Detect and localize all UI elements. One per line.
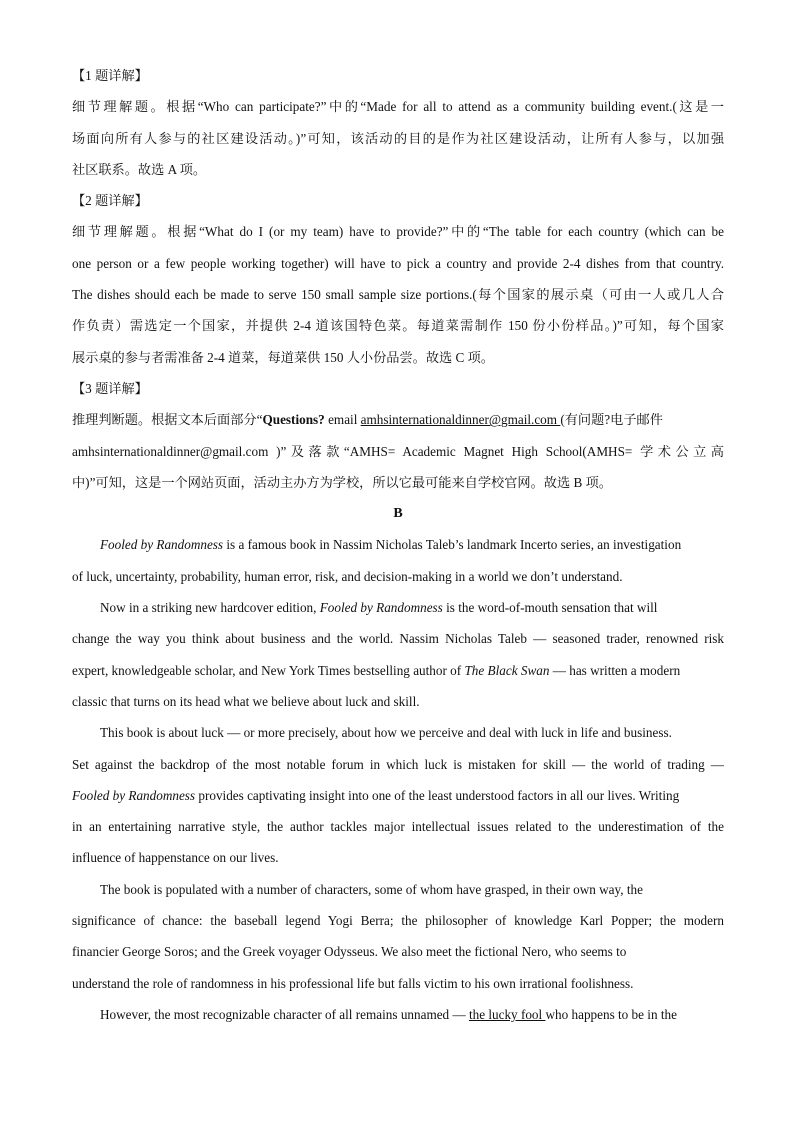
p2-line-4: classic that turns on its head what we believe about luck and skill.: [72, 693, 420, 709]
black-swan-title: The Black Swan: [464, 662, 550, 678]
q1-line-3: 社区联系。故选 A 项。: [72, 161, 207, 177]
questions-label: Questions?: [262, 412, 325, 428]
p2-line-3: [72, 655, 724, 686]
book-title: Fooled by Randomness: [100, 537, 224, 553]
p2-line-1-pre: Now in a striking new hardcover edition,: [100, 600, 320, 616]
p2-line-3-pre: expert, knowledgeable scholar, and New York Times bestselling author of: [72, 662, 465, 678]
q3-line-2: amhsinternationaldinner@gmail.com )”及落款“AMHS= Academic Magnet High School(AMHS= 学术公立高: [72, 443, 724, 459]
q3-line-1-end: (有问题?电子邮件: [560, 412, 663, 428]
p4-line-4: understand the role of randomness in his professional life but falls victim to his own irrational foolishness.: [72, 975, 634, 991]
q3-line-3: 中)”可知，这是一个网站页面，活动主办方为学校，所以它最可能来自学校官网。故选 B 项。: [72, 474, 612, 490]
q3-heading: 【3 题详解】: [72, 380, 148, 396]
q1-line-1: 细节理解题。根据“Who can participate?”中的“Made for all to attend as a community building event.(这是一: [72, 99, 724, 115]
p1-line-1-text: is a famous book in Nassim Nicholas Taleb’s landmark Incerto series, an investigation: [223, 537, 682, 553]
lucky-fool-underlined: the lucky fool: [468, 1006, 546, 1022]
q3-email-word: email: [324, 412, 361, 428]
p2-line-1: [72, 592, 724, 623]
p5-line-1-pre: However, the most recognizable character of all remains unnamed —: [100, 1006, 469, 1022]
p1-line-1: [72, 529, 724, 560]
q1-heading: 【1 题详解】: [72, 68, 148, 83]
p2-line-1-post: is the word-of-mouth sensation that will: [442, 600, 658, 616]
p2-line-3-post: — has written a modern: [549, 662, 681, 678]
p5-line-1: [72, 999, 724, 1030]
p3-line-1: This book is about luck — or more precisely, about how we perceive and deal with luck in life and business.: [100, 725, 672, 741]
p3-line-2: Set against the backdrop of the most notable forum in which luck is mistaken for skill — the world of trading —: [72, 756, 724, 772]
p4-line-3: financier George Soros; and the Greek voyager Odysseus. We also meet the fictional Nero, who seems to: [72, 944, 627, 960]
q2-line-4: 作负责）需选定一个国家，并提供 2-4 道该国特色菜。每道菜需制作 150 份小份样品。)”可知，每个国家: [72, 318, 724, 334]
book-title: Fooled by Randomness: [319, 600, 443, 616]
q2-line-2: one person or a few people working together) will have to pick a country and provide 2-4 dishes from that country.: [72, 255, 724, 271]
p4-line-2: significance of chance: the baseball legend Yogi Berra; the philosopher of knowledge Karl Popper; the modern: [72, 913, 724, 929]
q2-heading: 【2 题详解】: [72, 193, 148, 209]
q2-line-1: 细节理解题。根据“What do I (or my team) have to provide?”中的“The table for each country (which can be: [72, 224, 724, 240]
q2-line-5: 展示桌的参与者需准备 2-4 道菜，每道菜供 150 人小份品尝。故选 C 项。: [72, 349, 494, 365]
p3-line-4: in an entertaining narrative style, the author tackles major intellectual issues related to the underestimation of the: [72, 819, 724, 835]
passage-b-title: B: [393, 506, 403, 522]
p1-line-2: of luck, uncertainty, probability, human error, risk, and decision-making in a world we don’t understand.: [72, 568, 623, 584]
q1-line-2: 场面向所有人参与的社区建设活动。)”可知，该活动的目的是作为社区建设活动，让所有人参与，以加强: [72, 130, 724, 146]
q2-line-3: The dishes should each be made to serve 150 small sample size portions.(每个国家的展示桌（可由一人或几人合: [72, 287, 724, 303]
q3-line-1-text: 推理判断题。根据文本后面部分“: [72, 412, 263, 428]
p2-line-2: change the way you think about business and the world. Nassim Nicholas Taleb — seasoned trader, renowned risk: [72, 631, 724, 647]
document-page: [72, 60, 724, 1030]
p5-line-1-post: who happens to be in the: [545, 1006, 677, 1022]
book-title: Fooled by Randomness: [72, 787, 196, 803]
p3-line-3: [72, 780, 724, 811]
p4-line-1: The book is populated with a number of characters, some of whom have grasped, in their own way, the: [100, 881, 643, 897]
email-link[interactable]: amhsinternationaldinner@gmail.com: [360, 412, 561, 428]
p3-line-5: influence of happenstance on our lives.: [72, 850, 279, 866]
p3-line-3-post: provides captivating insight into one of the least understood factors in all our lives. Writing: [195, 787, 680, 803]
q3-line-1: [72, 404, 724, 435]
